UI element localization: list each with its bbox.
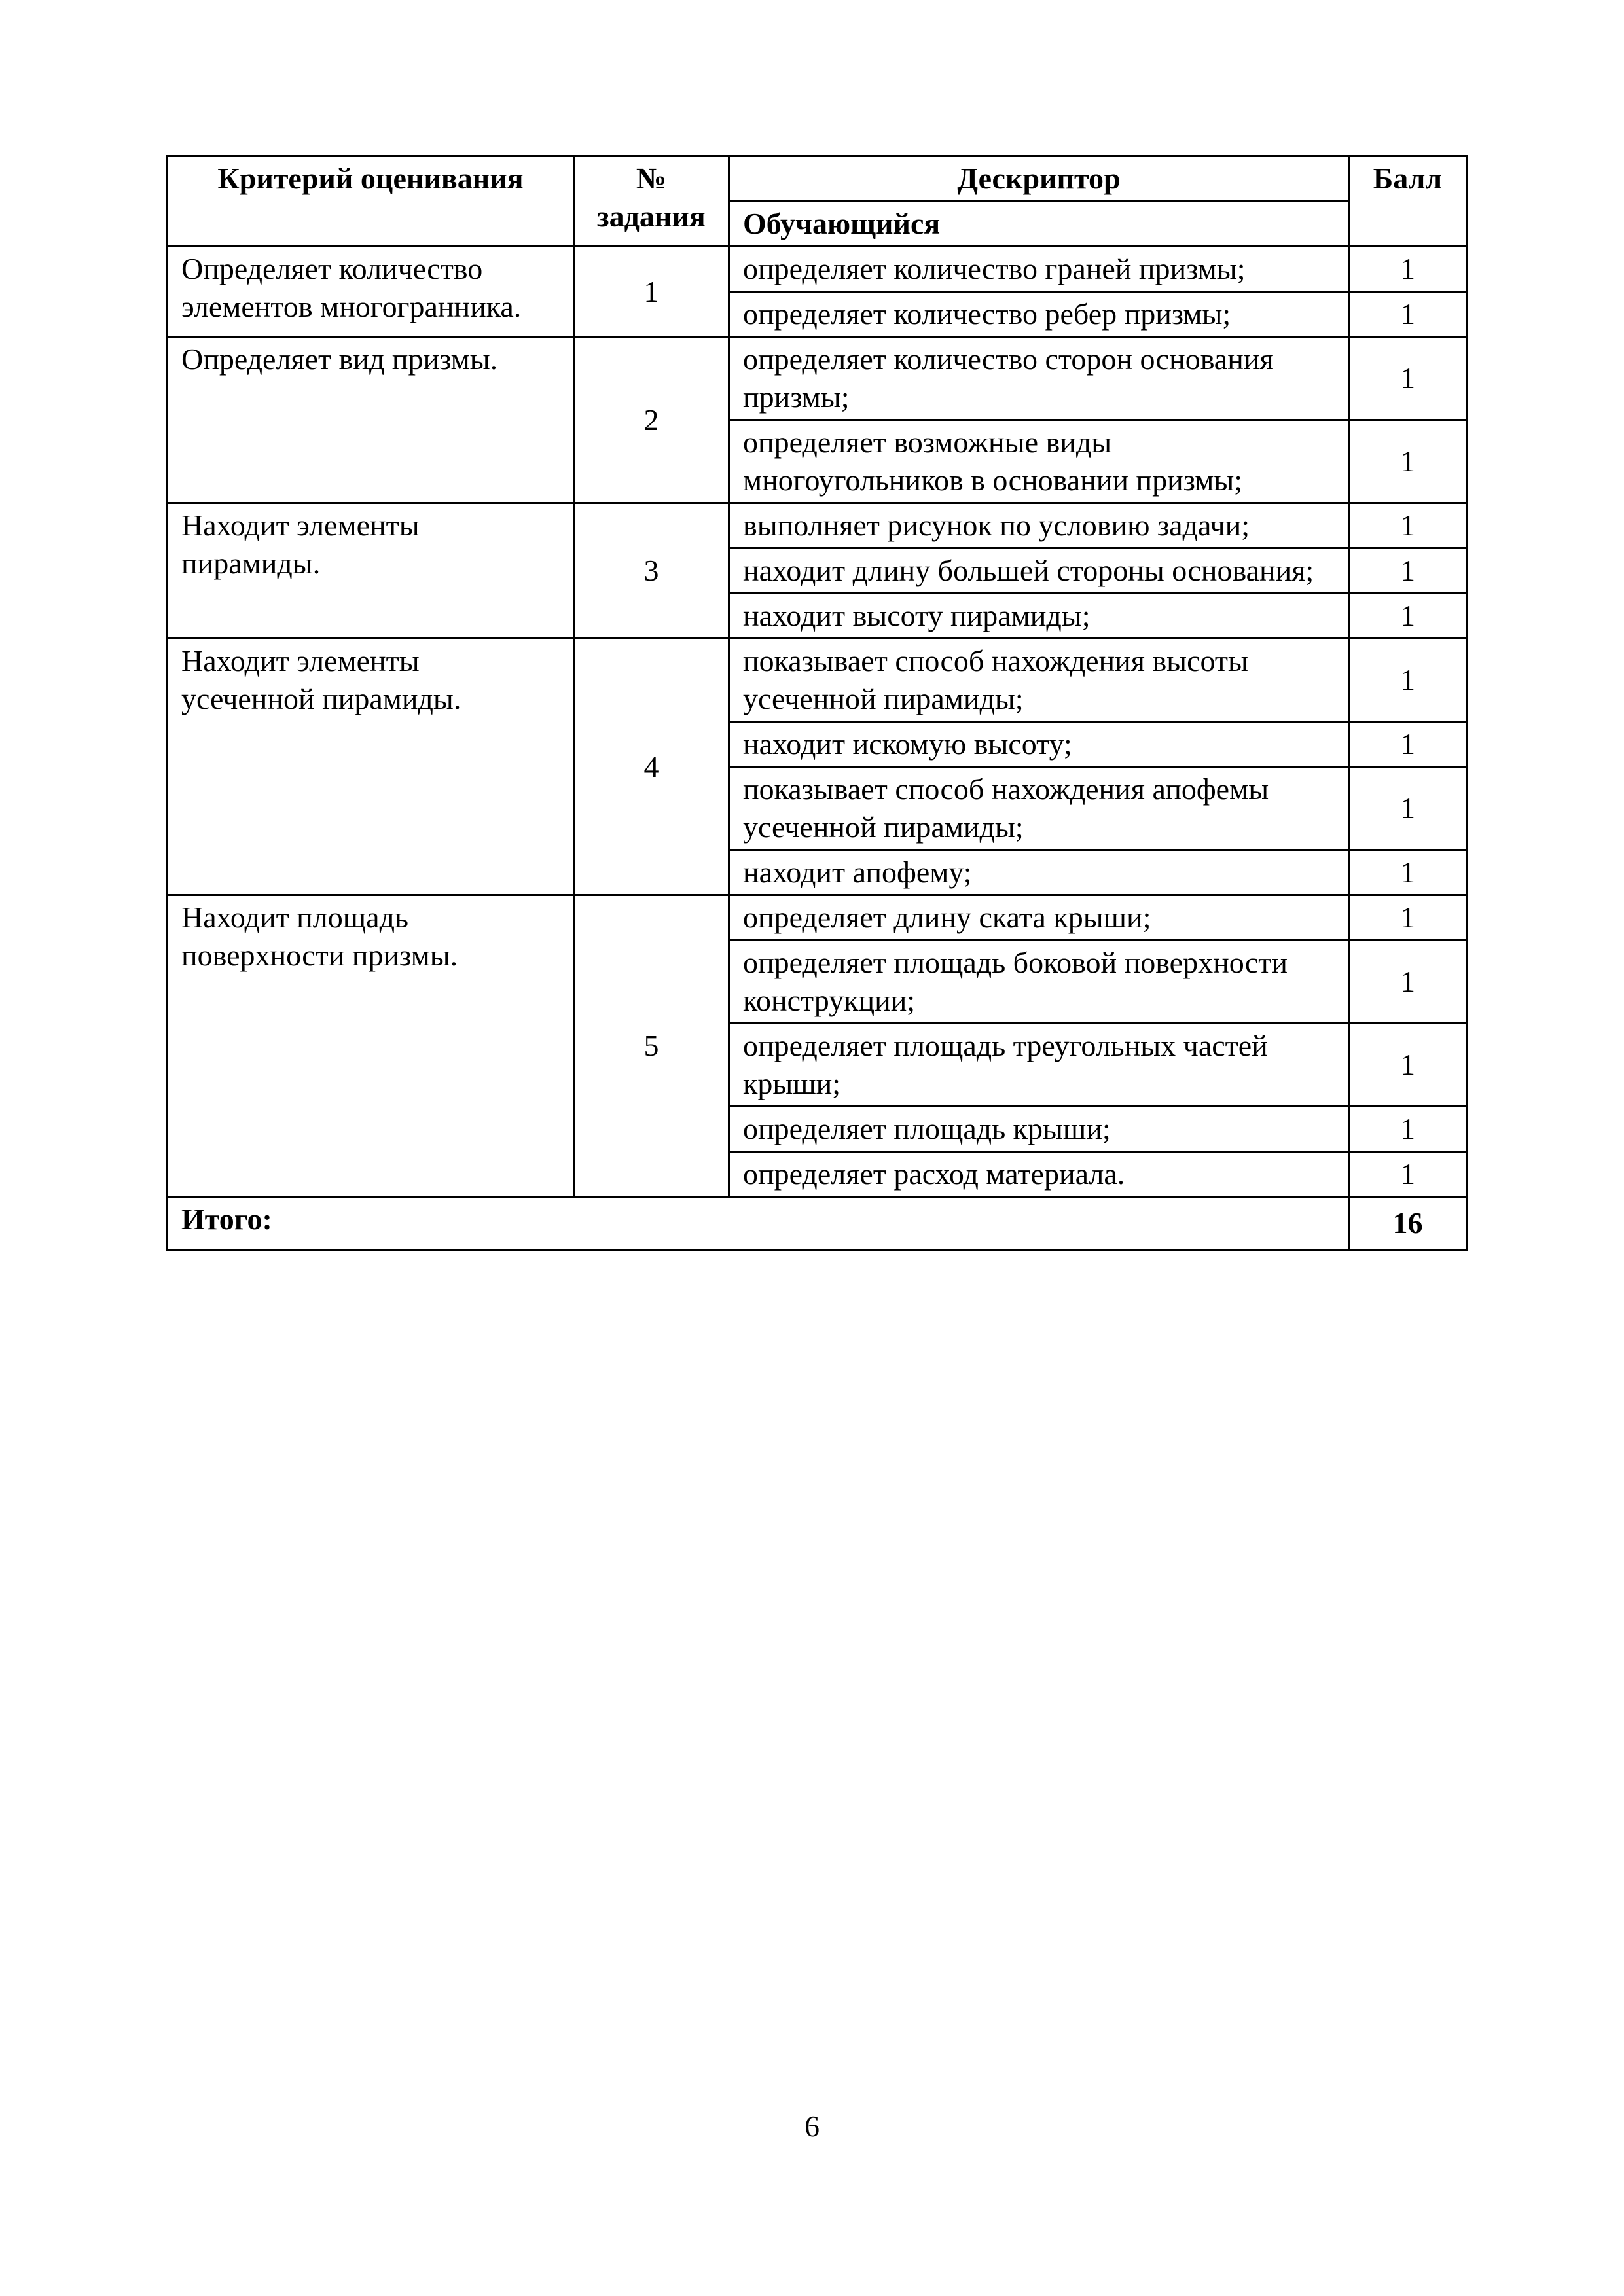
score-cell: 1 bbox=[1349, 1107, 1467, 1152]
table-row bbox=[168, 337, 1467, 420]
descriptor-cell: определяет количество сторон основания призмы; bbox=[729, 337, 1349, 420]
score-cell: 1 bbox=[1349, 850, 1467, 895]
descriptor-cell: определяет возможные виды многоугольников в основании призмы; bbox=[729, 420, 1349, 503]
score-cell: 1 bbox=[1349, 292, 1467, 337]
criterion-cell: Находит элементы усеченной пирамиды. bbox=[168, 639, 574, 895]
task-number-cell: 3 bbox=[574, 503, 729, 639]
table-row bbox=[168, 639, 1467, 722]
criterion-cell: Находит площадь поверхности призмы. bbox=[168, 895, 574, 1197]
table-body bbox=[168, 247, 1467, 1197]
score-cell: 1 bbox=[1349, 639, 1467, 722]
score-cell: 1 bbox=[1349, 941, 1467, 1024]
descriptor-cell: показывает способ нахождения высоты усеченной пирамиды; bbox=[729, 639, 1349, 722]
total-row bbox=[168, 1197, 1467, 1250]
table-row bbox=[168, 895, 1467, 941]
score-cell: 1 bbox=[1349, 503, 1467, 548]
descriptor-cell: определяет количество граней призмы; bbox=[729, 247, 1349, 292]
score-cell: 1 bbox=[1349, 337, 1467, 420]
descriptor-cell: находит высоту пирамиды; bbox=[729, 594, 1349, 639]
descriptor-cell: определяет расход материала. bbox=[729, 1152, 1349, 1197]
header-task-number: № задания bbox=[574, 156, 729, 247]
criterion-cell: Определяет количество элементов многогранника. bbox=[168, 247, 574, 337]
score-cell: 1 bbox=[1349, 722, 1467, 767]
task-number-cell: 4 bbox=[574, 639, 729, 895]
score-cell: 1 bbox=[1349, 420, 1467, 503]
descriptor-cell: находит длину большей стороны основания; bbox=[729, 548, 1349, 594]
descriptor-cell: находит искомую высоту; bbox=[729, 722, 1349, 767]
descriptor-cell: определяет площадь треугольных частей крыши; bbox=[729, 1024, 1349, 1107]
descriptor-cell: находит апофему; bbox=[729, 850, 1349, 895]
task-number-cell: 2 bbox=[574, 337, 729, 503]
score-cell: 1 bbox=[1349, 1024, 1467, 1107]
task-number-cell: 5 bbox=[574, 895, 729, 1197]
descriptor-cell: определяет площадь крыши; bbox=[729, 1107, 1349, 1152]
header-score: Балл bbox=[1349, 156, 1467, 247]
table-row bbox=[168, 503, 1467, 548]
table-row bbox=[168, 247, 1467, 292]
descriptor-cell: определяет площадь боковой поверхности конструкции; bbox=[729, 941, 1349, 1024]
task-number-cell: 1 bbox=[574, 247, 729, 337]
assessment-table-container bbox=[166, 155, 1466, 1251]
score-cell: 1 bbox=[1349, 594, 1467, 639]
header-descriptor: Дескриптор bbox=[729, 156, 1349, 202]
criterion-cell: Определяет вид призмы. bbox=[168, 337, 574, 503]
score-cell: 1 bbox=[1349, 548, 1467, 594]
total-score: 16 bbox=[1349, 1197, 1467, 1250]
descriptor-cell: выполняет рисунок по условию задачи; bbox=[729, 503, 1349, 548]
descriptor-cell: определяет количество ребер призмы; bbox=[729, 292, 1349, 337]
header-descriptor-subtitle: Обучающийся bbox=[729, 202, 1349, 247]
score-cell: 1 bbox=[1349, 767, 1467, 850]
descriptor-cell: показывает способ нахождения апофемы усеченной пирамиды; bbox=[729, 767, 1349, 850]
total-label: Итого: bbox=[168, 1197, 1349, 1250]
score-cell: 1 bbox=[1349, 895, 1467, 941]
assessment-table bbox=[166, 155, 1468, 1251]
page-number: 6 bbox=[804, 2109, 820, 2143]
descriptor-cell: определяет длину ската крыши; bbox=[729, 895, 1349, 941]
criterion-cell: Находит элементы пирамиды. bbox=[168, 503, 574, 639]
score-cell: 1 bbox=[1349, 247, 1467, 292]
header-criterion: Критерий оценивания bbox=[168, 156, 574, 247]
score-cell: 1 bbox=[1349, 1152, 1467, 1197]
